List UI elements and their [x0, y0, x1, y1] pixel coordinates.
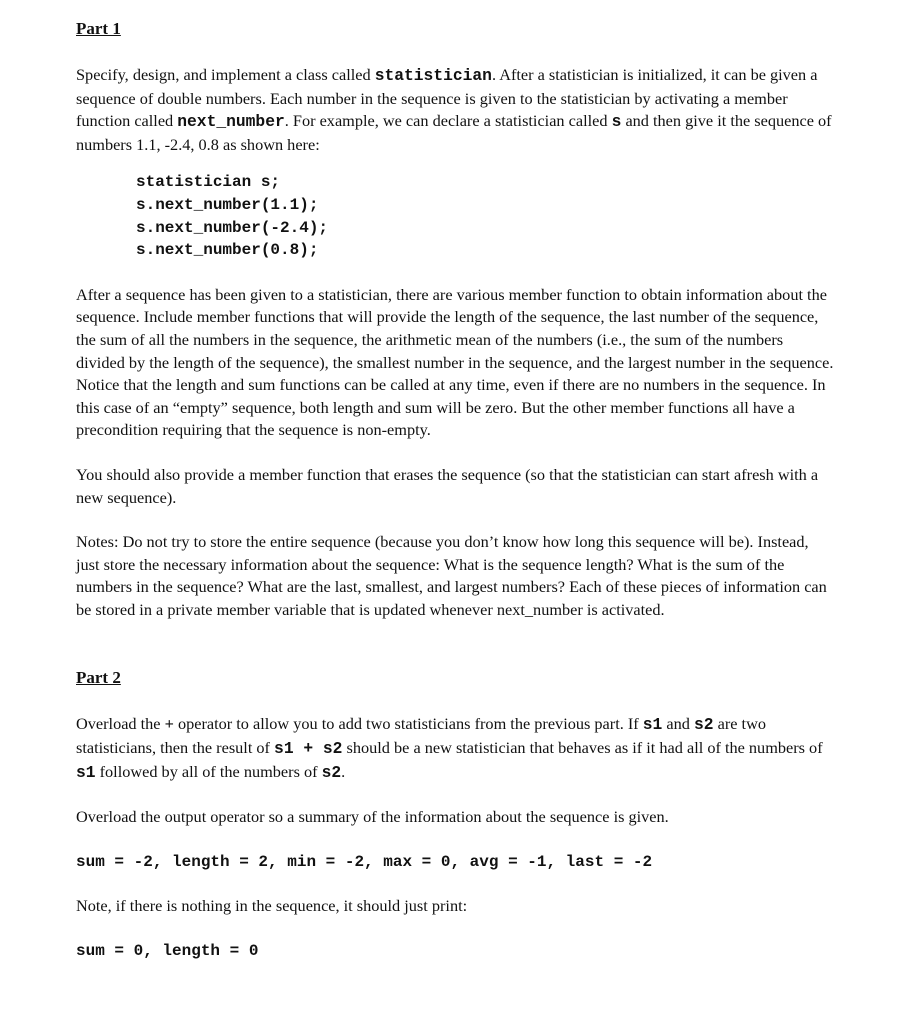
part1-erase-paragraph: You should also provide a member function that erases the sequence (so that the statistician can start afresh with a new sequence).	[76, 464, 819, 507]
part2-heading: Part 2	[76, 668, 121, 688]
document-page	[76, 16, 836, 963]
overload-text-4: are two statisticians, then the result of	[76, 714, 766, 758]
s2-code: s2	[693, 715, 714, 735]
part2-overload-paragraph	[76, 713, 836, 784]
s1-code: s1	[642, 715, 663, 735]
code-line: s.next_number(0.8);	[136, 241, 319, 260]
overload-text-7: .	[341, 761, 346, 781]
s2-code: s2	[321, 762, 342, 782]
overload-text-6: followed by all of the numbers of	[95, 761, 322, 781]
s1-code: s1	[76, 762, 96, 782]
plus-operator: +	[164, 714, 174, 734]
sum-expression-code: s1 + s2	[274, 739, 343, 759]
intro-text-2: . After a statistician is initialized, it can be given a sequence of double numbers. Each number in the sequence is given to the statistician by activating a member function called	[76, 65, 818, 131]
intro-text-4: and then give it the sequence of numbers 1.1, -2.4, 0.8 as shown here:	[76, 111, 832, 154]
part2-output-operator-paragraph: Overload the output operator so a summary of the information about the sequence is given.	[76, 807, 669, 827]
intro-text-3: . For example, we can declare a statistician called	[284, 111, 612, 131]
code-example-block	[76, 171, 836, 261]
part1-intro-paragraph	[76, 64, 836, 156]
variable-name-code: s	[611, 112, 622, 132]
overload-text-3: and	[662, 714, 694, 734]
intro-text-1: Specify, design, and implement a class called	[76, 65, 375, 84]
part2-empty-note: Note, if there is nothing in the sequence, it should just print:	[76, 896, 468, 916]
overload-text-1: Overload the	[76, 714, 165, 734]
part1-heading: Part 1	[76, 19, 121, 38]
code-line: s.next_number(1.1);	[136, 195, 319, 214]
class-name-code: statistician	[374, 66, 492, 85]
function-name-code: next_number	[177, 112, 285, 132]
code-line: statistician s;	[136, 173, 281, 192]
overload-text-5: should be a new statistician that behaves as if it had all of the numbers of	[342, 738, 823, 758]
part1-member-functions-paragraph: After a sequence has been given to a statistician, there are various member function to obtain information about the sequence. Include member functions that will provide the length of the sequence, the last number of the sequence, the sum of all the numbers in the sequence, the arithmetic mean of the numbers (i.e., the sum of the numbers divided by the length of the sequence), the smallest number in the sequence, and the largest number in the sequence. Notice that the length and sum functions can be called at any time, even if there are no numbers in the sequence. In this case of an “empty” sequence, both length and sum will be zero. But the other member functions all have a precondition requiring that the sequence is non-empty.	[76, 284, 834, 440]
output-empty-code: sum = 0, length = 0	[76, 942, 259, 961]
overload-text-2: operator to allow you to add two statisticians from the previous part. If	[173, 714, 643, 734]
part1-notes-paragraph: Notes: Do not try to store the entire sequence (because you don’t know how long this sequence will be). Instead, just store the necessary information about the sequence: What is the sequence length? What is the sum of the numbers in the sequence? What are the last, smallest, and largest numbers? Each of these pieces of information can be stored in a private member variable that is updated whenever next_number is activated.	[76, 532, 827, 619]
output-example-code: sum = -2, length = 2, min = -2, max = 0, avg = -1, last = -2	[76, 852, 653, 871]
code-line: s.next_number(-2.4);	[136, 218, 329, 237]
